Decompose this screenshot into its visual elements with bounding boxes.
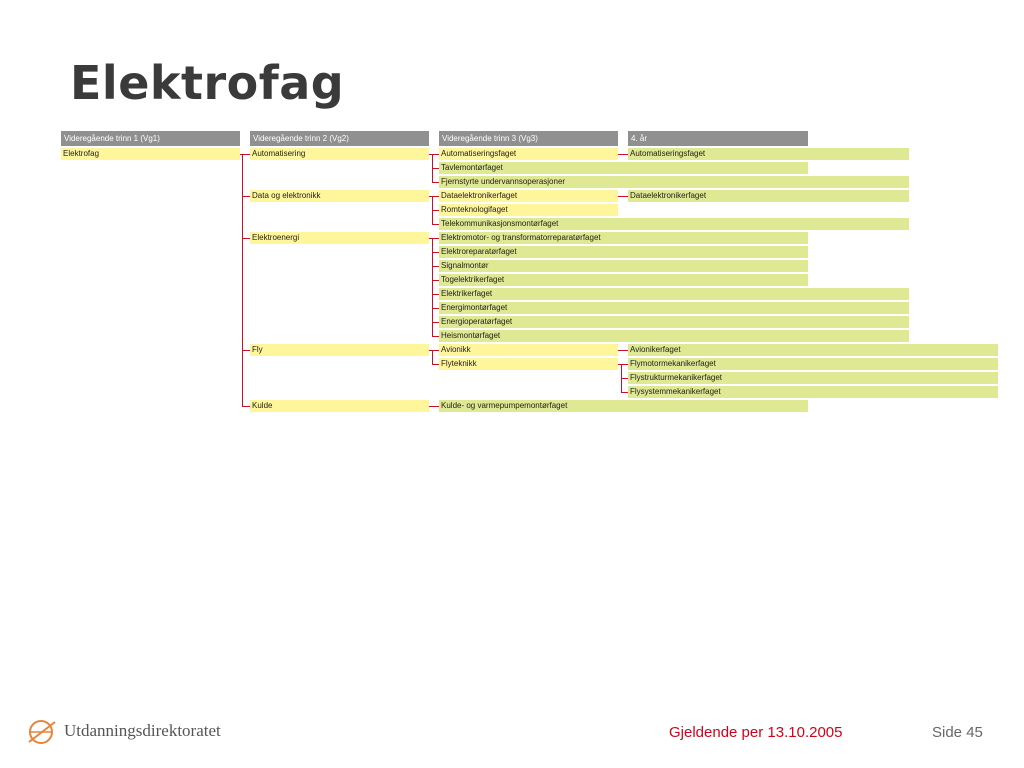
vg3-energimontorfaget: Energimontørfaget (439, 302, 909, 314)
connector-line (621, 392, 628, 393)
connector-line (242, 350, 250, 351)
y4-avionikerfaget: Avionikerfaget (628, 344, 998, 356)
connector-line (432, 224, 439, 225)
connector-line (432, 252, 439, 253)
vg3-elektromotor-transformator: Elektromotor- og transformatorreparatørfaget (439, 232, 808, 244)
vg1-elektrofag: Elektrofag (61, 148, 240, 160)
connector-line (432, 322, 439, 323)
vg2-data-og-elektronikk: Data og elektronikk (250, 190, 429, 202)
connector-line (432, 350, 433, 364)
connector-line (242, 196, 250, 197)
connector-line (429, 196, 439, 197)
page-number: Side 45 (932, 724, 983, 741)
connector-line (432, 308, 439, 309)
y4-flymotormekanikerfaget: Flymotormekanikerfaget (628, 358, 998, 370)
connector-line (432, 266, 439, 267)
vg3-tavlemontorfaget: Tavlemontørfaget (439, 162, 808, 174)
connector-line (621, 378, 628, 379)
connector-line (432, 280, 439, 281)
connector-line (618, 350, 628, 351)
vg3-energioperatorfaget: Energioperatørfaget (439, 316, 909, 328)
connector-line (618, 154, 628, 155)
connector-line (432, 336, 439, 337)
vg3-automatiseringsfaget: Automatiseringsfaget (439, 148, 618, 160)
connector-line (429, 350, 439, 351)
vg3-telekommunikasjonsmontorfaget: Telekommunikasjonsmontørfaget (439, 218, 909, 230)
vg2-automatisering: Automatisering (250, 148, 429, 160)
vg3-romteknologifaget: Romteknologifaget (439, 204, 618, 216)
vg3-togelektrikerfaget: Togelektrikerfaget (439, 274, 808, 286)
vg3-kulde-og-varmepumpemontorfaget: Kulde- og varmepumpemontørfaget (439, 400, 808, 412)
validity-date: Gjeldende per 13.10.2005 (669, 724, 843, 741)
connector-line (242, 154, 243, 406)
page-title: Elektrofag (70, 56, 345, 110)
vg3-elektroreparatorfaget: Elektroreparatørfaget (439, 246, 808, 258)
logo-text: Utdanningsdirektoratet (64, 721, 221, 740)
vg3-elektrikerfaget: Elektrikerfaget (439, 288, 909, 300)
connector-line (429, 406, 439, 407)
logo-icon (27, 716, 57, 751)
vg3-flyteknikk: Flyteknikk (439, 358, 618, 370)
header-year4: 4. år (628, 131, 808, 146)
vg3-fjernstyrte-undervannsoperasjoner: Fjernstyrte undervannsoperasjoner (439, 176, 909, 188)
vg2-kulde: Kulde (250, 400, 429, 412)
connector-line (432, 210, 439, 211)
y4-flystrukturmekanikerfaget: Flystrukturmekanikerfaget (628, 372, 998, 384)
connector-line (432, 168, 439, 169)
y4-automatiseringsfaget: Automatiseringsfaget (628, 148, 909, 160)
header-vg2: Videregående trinn 2 (Vg2) (250, 131, 429, 146)
header-vg3: Videregående trinn 3 (Vg3) (439, 131, 618, 146)
connector-line (242, 406, 250, 407)
connector-line (618, 364, 628, 365)
vg2-fly: Fly (250, 344, 429, 356)
connector-line (429, 238, 439, 239)
connector-line (618, 196, 628, 197)
vg3-avionikk: Avionikk (439, 344, 618, 356)
vg3-dataelektronikerfaget: Dataelektronikerfaget (439, 190, 618, 202)
connector-line (432, 294, 439, 295)
y4-flysystemmekanikerfaget: Flysystemmekanikerfaget (628, 386, 998, 398)
y4-dataelektronikerfaget: Dataelektronikerfaget (628, 190, 909, 202)
vg3-heismontorfaget: Heismontørfaget (439, 330, 909, 342)
vg3-signalmontor: Signalmontør (439, 260, 808, 272)
header-vg1: Videregående trinn 1 (Vg1) (61, 131, 240, 146)
connector-line (432, 364, 439, 365)
vg2-elektroenergi: Elektroenergi (250, 232, 429, 244)
connector-line (432, 182, 439, 183)
connector-line (242, 238, 250, 239)
connector-line (429, 154, 439, 155)
